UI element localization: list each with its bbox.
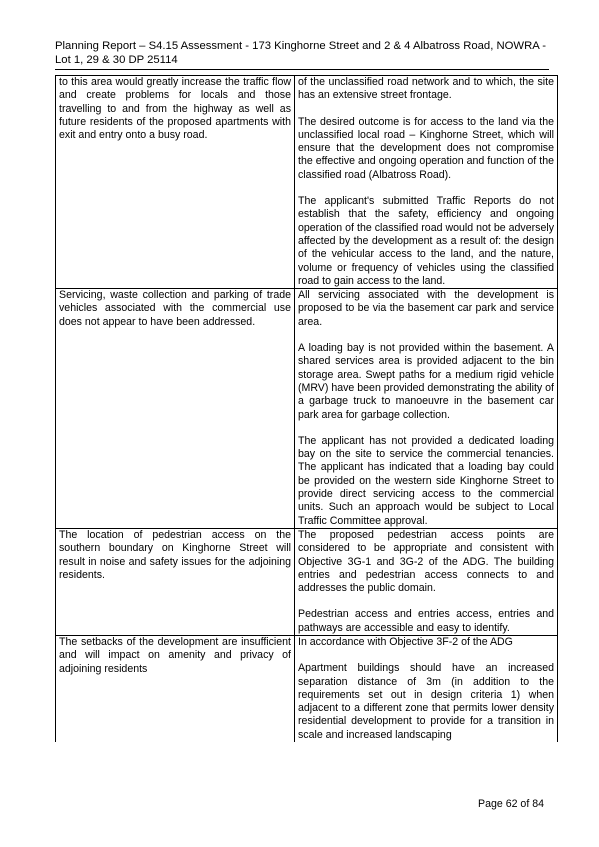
response-paragraph: The desired outcome is for access to the land via the unclassified local road – Kinghorne Street, which will ensure that the development does not compromise the effective and ongoing operation and function of the classified road (Albatross Road).	[298, 115, 554, 181]
issue-paragraph: The location of pedestrian access on the southern boundary on Kinghorne Street will result in noise and safety issues for the adjoining residents.	[59, 528, 291, 581]
issue-paragraph: The setbacks of the development are insufficient and will impact on amenity and privacy of adjoining residents	[59, 635, 291, 675]
table-row	[56, 76, 558, 289]
issue-paragraph: Servicing, waste collection and parking of trade vehicles associated with the commercial use does not appear to have been addressed.	[59, 289, 291, 328]
response-paragraph: The applicant has not provided a dedicated loading bay on the site to service the commercial tenancies. The applicant has indicated that a loading bay could be provided on the western side Kinghorne Street to provide direct servicing access to the commercial units. Such an approach would be subject to Local Traffic Committee approval.	[298, 434, 554, 527]
submission-issue-cell	[56, 528, 295, 635]
response-paragraph: Apartment buildings should have an increased separation distance of 3m (in addition to the requirements set out in design criteria 1) when adjacent to a different zone that permits lower density residential development to provide for a transition in scale and increased landscaping	[298, 662, 554, 741]
response-paragraph: The applicant's submitted Traffic Reports do not establish that the safety, efficiency and ongoing operation of the classified road would not be adversely affected by the development as a result of: the design of the vehicular access to the land, and the nature, volume or frequency of vehicles using the classified road to gain access to the land.	[298, 195, 554, 287]
header-title-line-1: Planning Report – S4.15 Assessment - 173 Kinghorne Street and 2 & 4 Albatross Road, NOWRA -	[55, 40, 547, 52]
table-row	[56, 635, 558, 742]
table-row	[56, 528, 558, 635]
header-title-line-2: Lot 1, 29 & 30 DP 25114	[55, 54, 178, 66]
assessment-response-cell	[295, 76, 558, 289]
issue-paragraph: to this area would greatly increase the traffic flow and create problems for locals and those travelling to and from the highway as well as future residents of the proposed apartments with exit and entry onto a busy road.	[59, 76, 291, 142]
page-header	[55, 39, 550, 67]
assessment-response-cell	[295, 528, 558, 635]
response-paragraph: Pedestrian access and entries access, entries and pathways are accessible and easy to identify.	[298, 608, 554, 634]
response-paragraph: A loading bay is not provided within the basement. A shared services area is provided adjacent to the bin storage area. Swept paths for a medium rigid vehicle (MRV) have been provided demonstrating the ability of a garbage truck to manoeuvre in the basement car park area for garbage collection.	[298, 342, 554, 421]
page-number: Page 62 of 84	[478, 798, 544, 810]
assessment-response-cell	[295, 635, 558, 742]
header-divider	[55, 69, 549, 70]
submission-issue-cell	[56, 635, 295, 742]
submission-issue-cell	[56, 76, 295, 289]
table-row	[56, 289, 558, 529]
submission-issue-cell	[56, 289, 295, 529]
response-paragraph: of the unclassified road network and to which, the site has an extensive street frontage.	[298, 76, 554, 102]
response-paragraph: In accordance with Objective 3F-2 of the ADG	[298, 635, 513, 648]
assessment-response-cell	[295, 289, 558, 529]
assessment-table	[55, 75, 558, 742]
response-paragraph: The proposed pedestrian access points are considered to be appropriate and consistent with Objective 3G-1 and 3G-2 of the ADG. The building entries and pedestrian access connects to and addresses the public domain.	[298, 528, 554, 595]
response-paragraph: All servicing associated with the development is proposed to be via the basement car park and service area.	[298, 289, 554, 328]
